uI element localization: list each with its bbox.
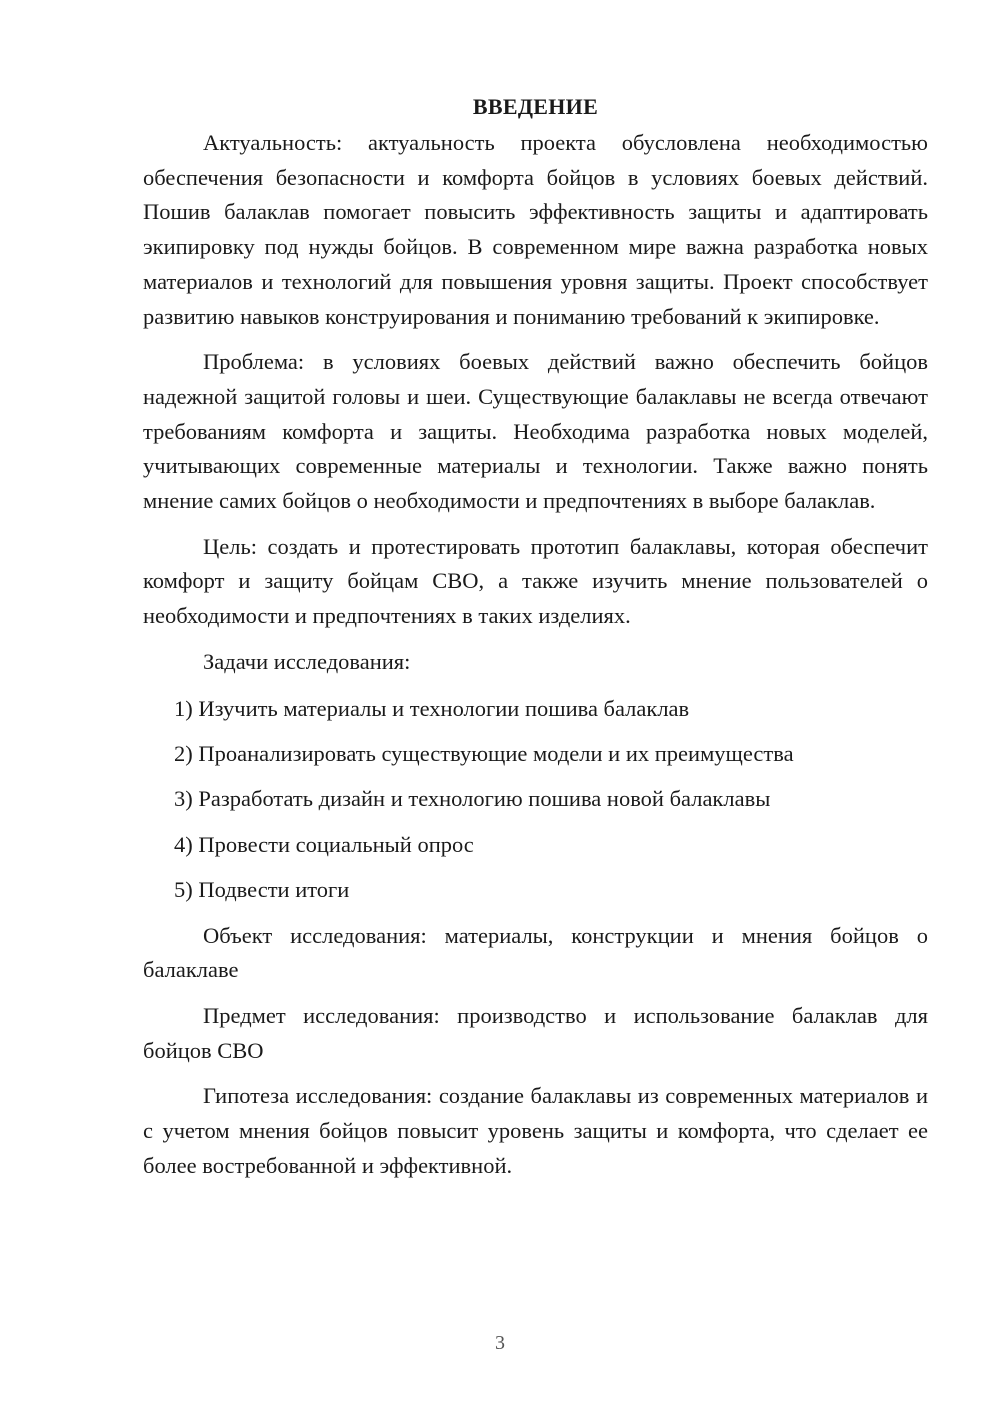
paragraph-problem: Проблема: в условиях боевых действий важно обеспечить бойцов надежной защитой головы и шеи. Существующие балаклавы не всегда отвечают требованиям комфорта и защиты. Необходима разработка новых моделей, учитывающих современные материалы и технологии. Также важно понять мнение самих бойцов о необходимости и предпочтениях в выборе балаклав.	[143, 349, 928, 514]
page-number: 3	[495, 1332, 505, 1354]
document-page	[143, 92, 928, 1194]
paragraph-object: Объект исследования: материалы, конструкции и мнения бойцов о балаклаве	[143, 922, 928, 983]
list-item: 3) Разработать дизайн и технологию пошива новой балаклавы	[174, 786, 771, 812]
task-list	[143, 692, 928, 908]
page-title: ВВЕДЕНИЕ	[472, 94, 599, 119]
paragraph-goal: Цель: создать и протестировать прототип балаклавы, которая обеспечит комфорт и защиту бойцам СВО, а также изучить мнение пользователей о необходимости и предпочтениях в таких изделиях.	[143, 533, 928, 629]
list-item: 1) Изучить материалы и технологии пошива балаклав	[174, 695, 690, 721]
paragraph-subject: Предмет исследования: производство и использование балаклав для бойцов СВО	[143, 1002, 928, 1063]
tasks-heading: Задачи исследования:	[203, 648, 411, 674]
list-item: 5) Подвести итоги	[174, 877, 350, 903]
paragraph-relevance: Актуальность: актуальность проекта обусловлена необходимостью обеспечения безопасности и комфорта бойцов в условиях боевых действий. Пошив балаклав помогает повысить эффективность защиты и адаптировать экипировку под нужды бойцов. В современном мире важна разработка новых материалов и технологий для повышения уровня защиты. Проект способствует развитию навыков конструирования и пониманию требований к экипировке.	[143, 130, 928, 329]
list-item: 4) Провести социальный опрос	[174, 831, 474, 857]
paragraph-hypothesis: Гипотеза исследования: создание балаклавы из современных материалов и с учетом мнения бойцов повысит уровень защиты и комфорта, что сделает ее более востребованной и эффективной.	[143, 1083, 928, 1178]
list-item: 2) Проанализировать существующие модели и их преимущества	[174, 740, 794, 766]
